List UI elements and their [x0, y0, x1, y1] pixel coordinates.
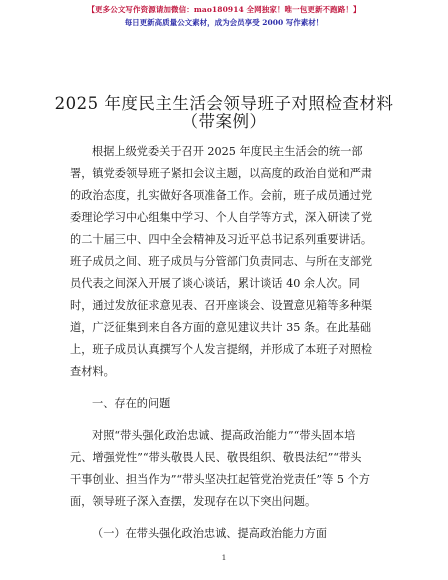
paragraph-line: 道，广泛征集到来自各方面的意见建议共计 35 条。在此基础: [70, 321, 372, 334]
paragraph-line: 班子成员之间、班子成员与分管部门负责同志、与所在支部党: [70, 255, 373, 268]
promo-banner-line-2: 每日更新高质量公文素材，成为会员享受 2000 写作素材！: [124, 18, 324, 27]
subsection-heading: （一）在带头强化政治忠诚、提高政治能力方面: [92, 527, 327, 540]
document-title: 2025 年度民主生活会领导班子对照检查材料: [54, 94, 394, 113]
page-number: 1: [221, 553, 227, 562]
paragraph-line: 时，通过发放征求意见表、召开座谈会、设置意见箱等多种渠: [70, 299, 373, 312]
paragraph-line: 委理论学习中心组集中学习、个人自学等方式，深入研读了党: [70, 211, 373, 224]
paragraph-line: 对照“带头强化政治忠诚、提高政治能力”“带头固本培: [92, 429, 356, 442]
section-heading: 一、存在的问题: [92, 397, 171, 410]
paragraph-line: 元、增强党性”“带头敬畏人民、敬畏组织、敬畏法纪”“带头: [70, 451, 362, 464]
paragraph-line: 面，领导班子深入查摆，发现存在以下突出问题。: [70, 495, 317, 508]
paragraph-line: 根据上级党委关于召开 2025 年度民主生活会的统一部: [92, 145, 363, 158]
paragraph-line: 的政治态度，扎实做好各项准备工作。会前，班子成员通过党: [70, 189, 373, 202]
paragraph-line: 署，镇党委领导班子紧扣会议主题，以高度的政治自觉和严肃: [70, 167, 373, 180]
promo-banner-line-1: 【更多公文写作资源请加微信：mao180914 全网独家！唯一包更新不跑路！】: [87, 5, 361, 14]
paragraph-line: 员代表之间深入开展了谈心谈话，累计谈话 40 余人次。同: [70, 277, 360, 290]
paragraph-line: 的二十届三中、四中全会精神及习近平总书记系列重要讲话。: [70, 233, 373, 246]
paragraph-line: 干事创业、担当作为”“带头坚决扛起管党治党责任”等 5 个方: [70, 473, 370, 486]
document-subtitle: （带案例）: [181, 112, 267, 131]
paragraph-line: 上，班子成员认真撰写个人发言提纲，并形成了本班子对照检: [70, 343, 373, 356]
paragraph-line: 查材料。: [70, 365, 115, 378]
